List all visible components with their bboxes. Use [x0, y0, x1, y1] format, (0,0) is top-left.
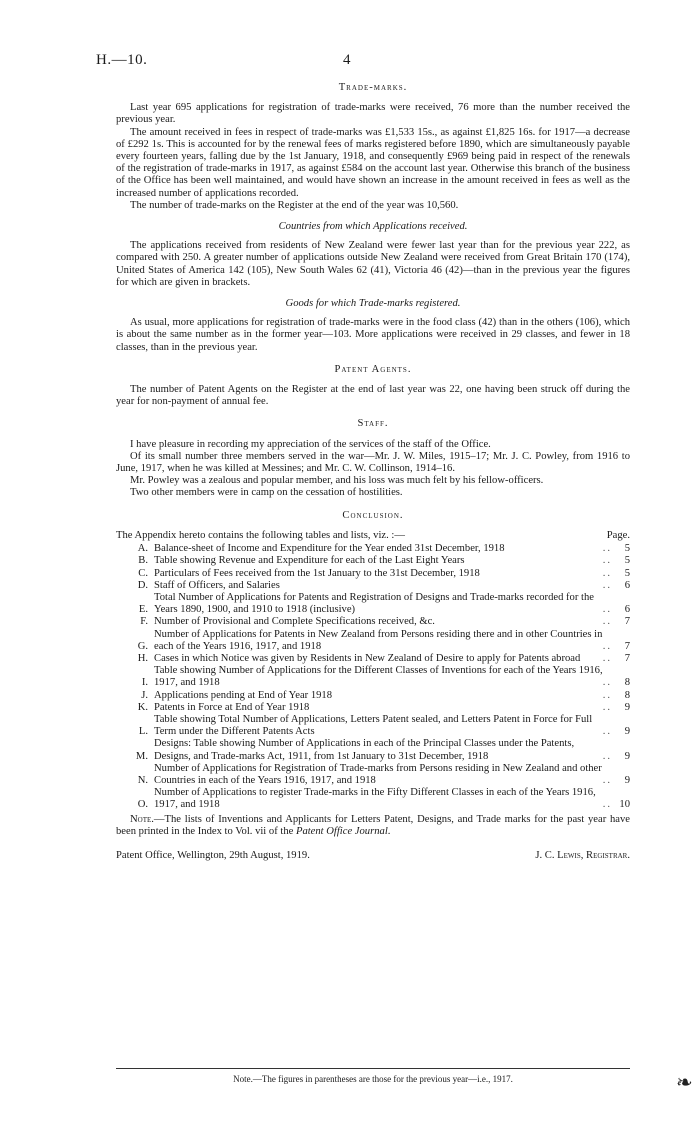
appendix-item-letter: O.	[137, 799, 148, 811]
appendix-item-title: Number of Applications for Patents in New Zealand from Persons residing there and in other Countries in each of the Years 1916, 1917, and 1918	[154, 628, 603, 652]
leader-dots: ..	[602, 567, 612, 579]
appendix-intro: The Appendix hereto contains the following tables and lists, viz. :—	[116, 529, 405, 541]
appendix-item-page: 5	[624, 555, 630, 567]
appendix-contents-list	[116, 543, 630, 811]
leader-dots: ..	[602, 543, 612, 555]
appendix-item-page: 8	[624, 677, 630, 689]
appendix-item-page: 6	[624, 579, 630, 591]
leader-dots: ..	[602, 774, 612, 786]
appendix-item-title: Number of Applications for Registration of Trade-marks from Persons residing in New Zealand and other Countries in each of the Years 1916, 1917, and 1918	[154, 762, 602, 786]
appendix-item	[116, 653, 630, 665]
paragraph: The number of Patent Agents on the Register at the end of last year was 22, one having been struck off during the year for non-payment of annual fee.	[116, 384, 630, 408]
paragraph: As usual, more applications for registration of trade-marks were in the food class (42) than in the others (106), which is about the same number as in the former year—103. More applications were received in 29 classes, and fewer in 18 classes, than in the previous year.	[116, 317, 630, 353]
appendix-intro-row	[116, 530, 630, 542]
section-heading-trade-marks: Trade-marks.	[338, 82, 408, 93]
signature-block	[116, 850, 630, 862]
note-text: —The lists of Inventions and Applicants for Letters Patent, Designs, and Trade marks for the past year have been printed in the Index to Vol. vii of the	[116, 813, 630, 837]
leader-dots: ..	[602, 640, 612, 652]
appendix-item-page: 6	[624, 604, 630, 616]
appendix-item-page: 9	[624, 750, 630, 762]
paragraph: Last year 695 applications for registration of trade-marks were received, 76 more than the number received the previous year.	[116, 102, 630, 126]
page-number: 4	[343, 52, 351, 68]
appendix-item-letter: G.	[137, 640, 148, 652]
footnote-rule	[116, 1068, 630, 1069]
journal-title: Patent Office Journal	[295, 825, 388, 837]
appendix-item-letter: L.	[138, 726, 148, 738]
leader-dots: ..	[602, 555, 612, 567]
leader-dots: ..	[602, 799, 612, 811]
appendix-item	[116, 568, 630, 580]
appendix-item-page: 5	[624, 543, 630, 555]
leader-dots: ..	[602, 689, 612, 701]
page-column-label: Page.	[606, 529, 630, 541]
appendix-item	[116, 592, 630, 616]
section-heading-patent-agents: Patent Agents.	[334, 363, 412, 375]
appendix-item	[116, 616, 630, 628]
appendix-item-title: Balance-sheet of Income and Expenditure for the Year ended 31st December, 1918	[154, 543, 505, 555]
appendix-item-letter: I.	[141, 677, 148, 689]
paragraph: Of its small number three members served in the war—Mr. J. W. Miles, 1915–17; Mr. J. C. Powley, from 1916 to June, 1917, when he was killed at Messines; and Mr. C. W. Collinson, 1914–16.	[116, 450, 630, 475]
paragraph: I have pleasure in recording my appreciation of the services of the staff of the Office.	[130, 438, 491, 450]
appendix-item	[116, 714, 630, 738]
section-heading-conclusion: Conclusion.	[342, 509, 404, 521]
appendix-item-page: 7	[624, 616, 630, 628]
appendix-item	[116, 763, 630, 787]
appendix-item	[116, 690, 630, 702]
appendix-item	[116, 738, 630, 762]
appendix-item-title: Total Number of Applications for Patents and Registration of Designs and Trade-marks recorded for the Years 1890, 1900, and 1910 to 1918 (inclusive)	[154, 591, 594, 616]
appendix-note	[116, 814, 630, 838]
appendix-item-page: 5	[624, 567, 630, 579]
appendix-item-title: Applications pending at End of Year 1918	[154, 689, 333, 701]
appendix-item-letter: K.	[137, 701, 148, 713]
appendix-item-page: 9	[624, 774, 630, 786]
subheading-countries: Countries from which Applications received.	[278, 221, 468, 233]
appendix-item	[116, 543, 630, 555]
note-end: .	[387, 825, 391, 837]
leader-dots: ..	[602, 750, 612, 762]
signatory: J. C. Lewis, Registrar.	[535, 849, 630, 861]
appendix-item-title: Table showing Number of Applications for the Different Classes of Inventions for each of the Years 1916, 1917, and 1918	[154, 665, 603, 689]
appendix-item-letter: A.	[137, 543, 148, 555]
appendix-item-page: 7	[624, 640, 630, 652]
document-reference: H.—10.	[96, 52, 148, 68]
appendix-item-title: Cases in which Notice was given by Residents in New Zealand of Desire to apply for Patents abroad	[154, 652, 581, 664]
appendix-item-title: Staff of Officers, and Salaries	[154, 579, 280, 591]
paragraph: Mr. Powley was a zealous and popular member, and his loss was much felt by his fellow-officers.	[130, 475, 544, 487]
paragraph: The number of trade-marks on the Register at the end of the year was 10,560.	[130, 199, 459, 211]
appendix-item-letter: F.	[140, 616, 148, 628]
appendix-item	[116, 665, 630, 689]
appendix-item-title: Particulars of Fees received from the 1st January to the 31st December, 1918	[154, 567, 480, 579]
appendix-item-letter: J.	[141, 689, 148, 701]
appendix-item-title: Table showing Total Number of Applications, Letters Patent sealed, and Letters Patent in Force for Full Term under the Different Patents Acts	[154, 713, 593, 738]
note-label: Note.	[130, 813, 154, 825]
paragraph: The applications received from residents of New Zealand were fewer last year than for the previous year 222, as compared with 250. A greater number of applications outside New Zealand were received from Great Britain 170 (174), United States of America 142 (105), New South Wales 62 (41), Victoria 46 (42)—than in the previous year the figures for which are given in brackets.	[116, 240, 630, 288]
leader-dots: ..	[602, 579, 612, 591]
appendix-item-letter: E.	[138, 604, 148, 616]
scan-mark: ❧	[676, 1072, 693, 1094]
leader-dots: ..	[602, 701, 612, 713]
appendix-item-page: 8	[624, 689, 630, 701]
leader-dots: ..	[602, 726, 612, 738]
appendix-item	[116, 702, 630, 714]
appendix-item-title: Table showing Revenue and Expenditure for each of the Last Eight Years	[154, 555, 465, 567]
appendix-item-letter: H.	[137, 652, 148, 664]
subheading-goods: Goods for which Trade-marks registered.	[285, 298, 461, 310]
leader-dots: ..	[602, 604, 612, 616]
report-body	[116, 82, 630, 862]
appendix-item-letter: M.	[135, 750, 148, 762]
appendix-item-letter: N.	[137, 774, 148, 786]
appendix-item-title: Number of Applications to register Trade-marks in the Fifty Different Classes in each of the Years 1916, 1917, and 1918	[154, 787, 596, 811]
leader-dots: ..	[602, 652, 612, 664]
appendix-item-title: Patents in Force at End of Year 1918	[154, 701, 310, 713]
leader-dots: ..	[602, 677, 612, 689]
appendix-item	[116, 555, 630, 567]
appendix-item-page: 9	[624, 701, 630, 713]
leader-dots: ..	[602, 616, 612, 628]
appendix-item-page: 10	[619, 799, 630, 811]
appendix-item-title: Designs: Table showing Number of Applications in each of the Principal Classes under the Patents, Designs, and Trade-marks Act, 1911, from 1st January to 31st December, 1918	[154, 738, 575, 762]
appendix-item-letter: B.	[138, 555, 148, 567]
appendix-item	[116, 580, 630, 592]
paragraph: The amount received in fees in respect of trade-marks was £1,533 15s., as against £1,825 16s. for 1917—a decrease of £292 1s. This is accounted for by the renewal fees of marks registered before 1890, which are simultaneously payable every fourteen years, falling due by the 1st January, 1918, and consequently £969 being paid in respect of the renewals of the registration of trade-marks in 1917, as against £584 on the account last year. Otherwise this branch of the business of the Office has been well maintained, and would have shown an increase in the amount received in fees as well as the increased number of applications recorded.	[116, 126, 630, 199]
appendix-item	[116, 629, 630, 653]
appendix-item-page: 9	[624, 726, 630, 738]
appendix-item-title: Number of Provisional and Complete Specifications received, &c.	[154, 616, 435, 628]
appendix-item	[116, 787, 630, 811]
appendix-item-page: 7	[624, 652, 630, 664]
appendix-item-letter: C.	[138, 567, 148, 579]
appendix-item-letter: D.	[137, 579, 148, 591]
place-date: Patent Office, Wellington, 29th August, 1919.	[116, 849, 310, 861]
paragraph: Two other members were in camp on the cessation of hostilities.	[130, 487, 403, 499]
section-heading-staff: Staff.	[357, 418, 389, 430]
footnote: Note.—The figures in parentheses are those for the previous year—i.e., 1917.	[233, 1074, 513, 1084]
